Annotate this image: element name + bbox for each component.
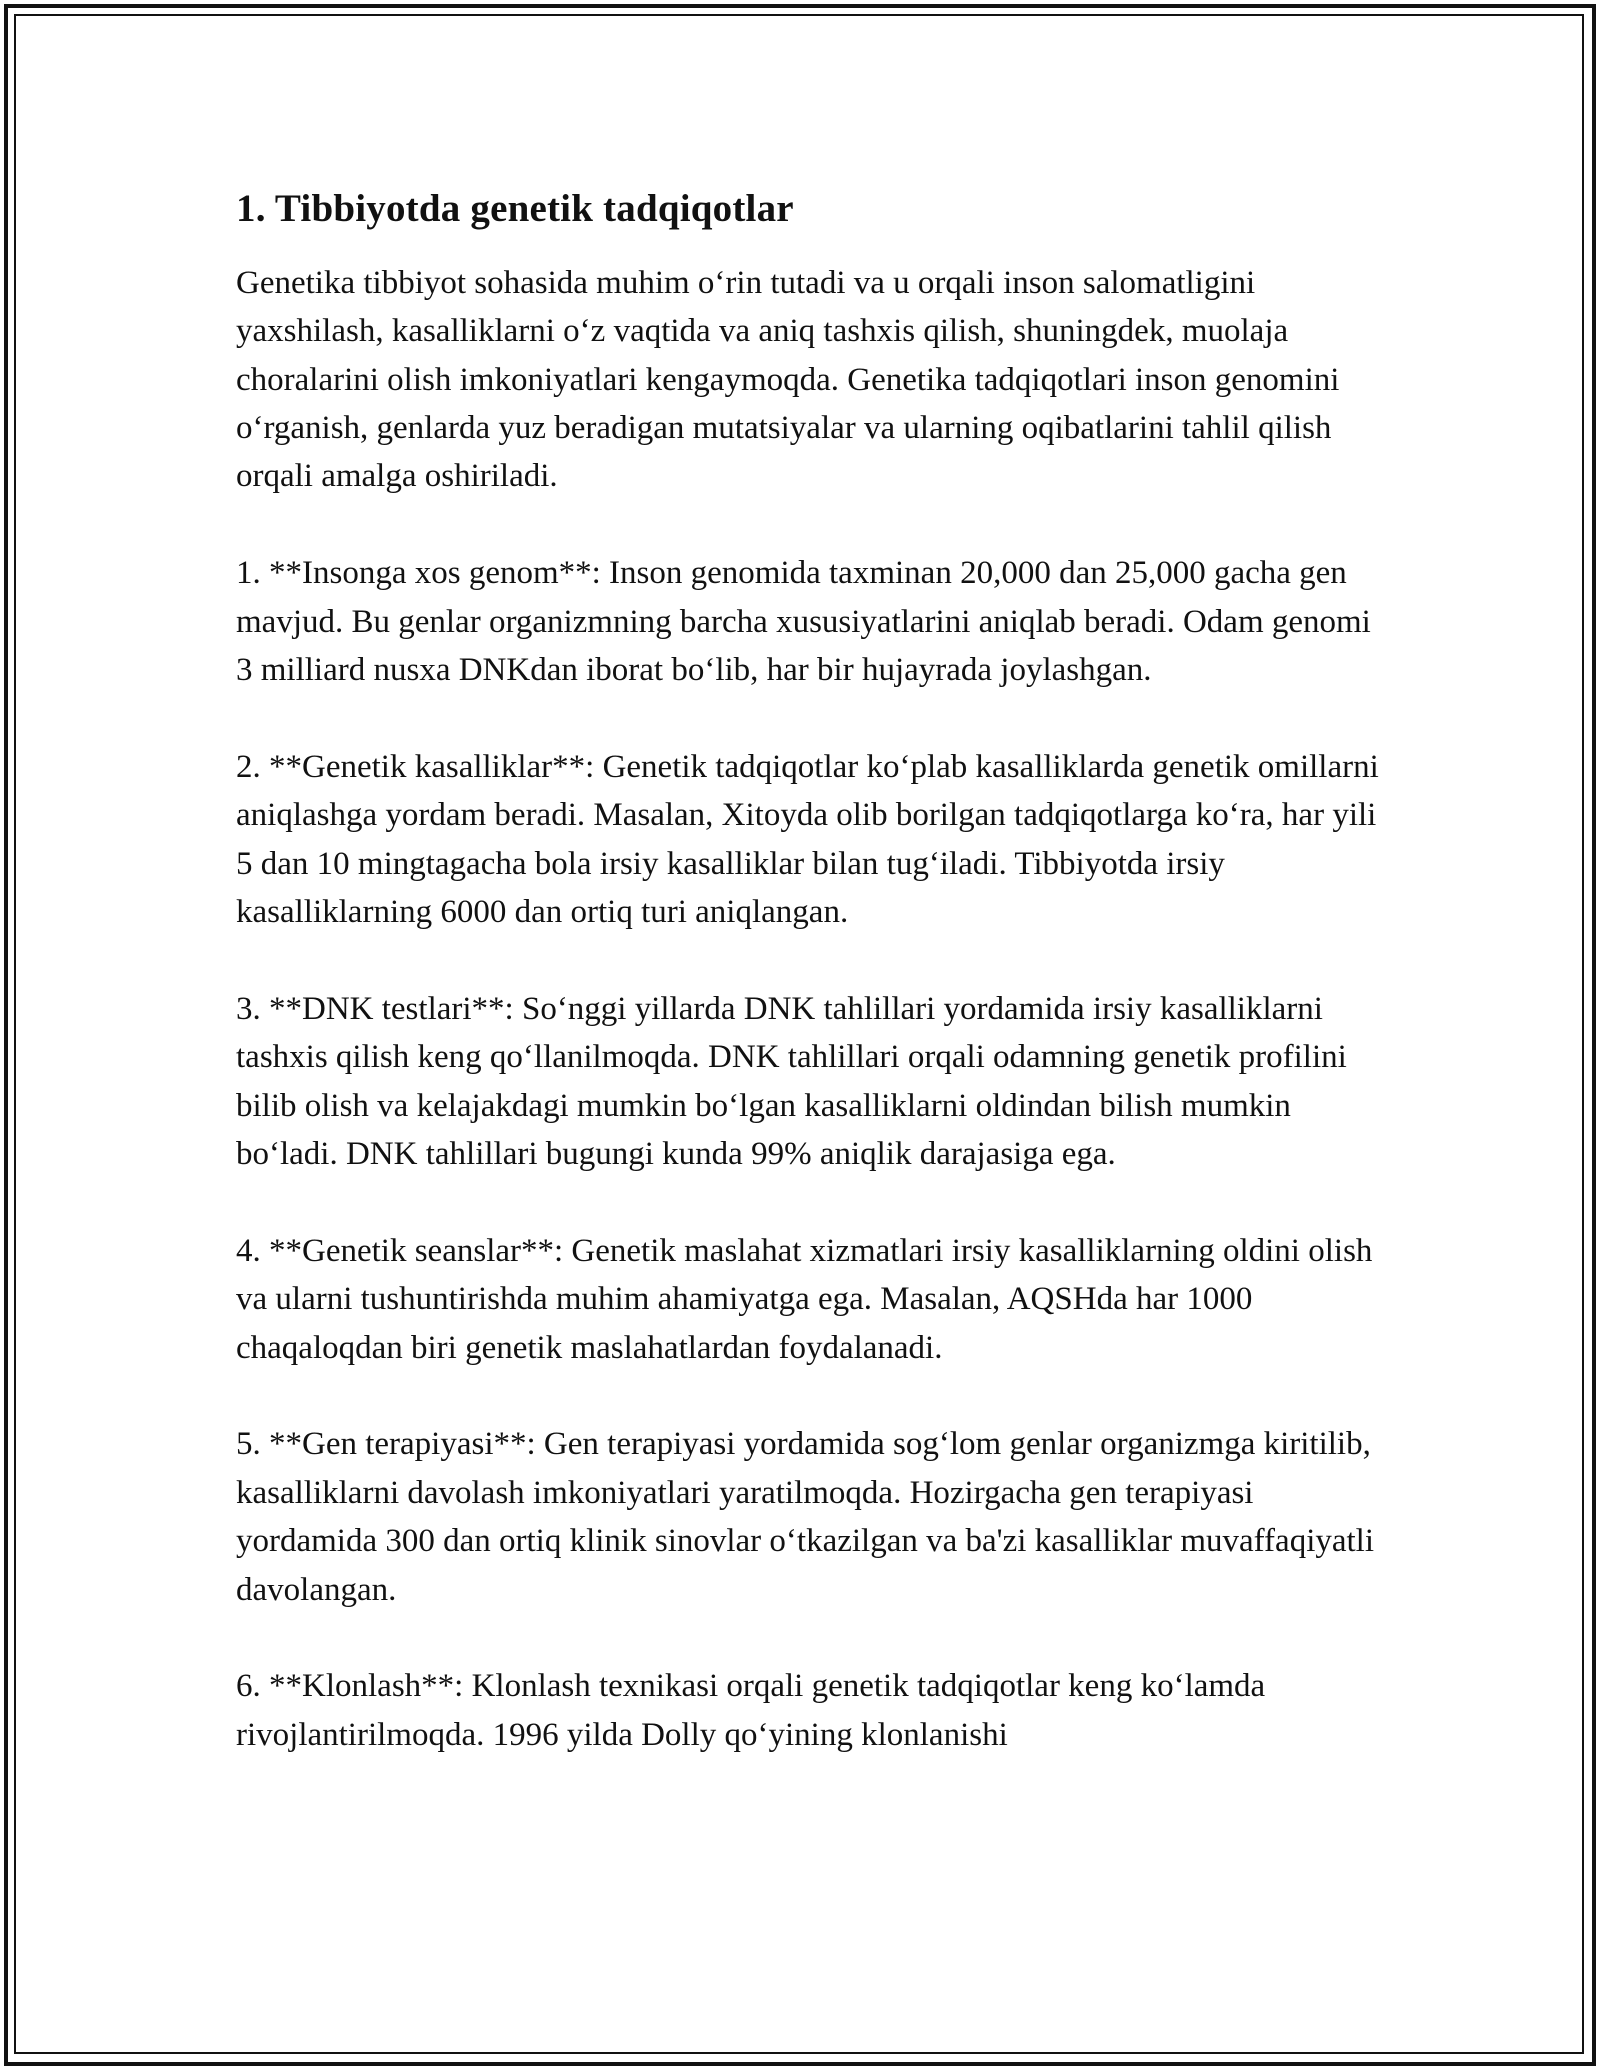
intro-paragraph: Genetika tibbiyot sohasida muhim oʻrin tutadi va u orqali inson salomatligini yaxshilash, kasalliklarni oʻz vaqtida va aniq tashxis qilish, shuningdek, muolaja choralarini olish imkoniyatlari kengaymoqda. Genetika tadqiqotlari inson genomini oʻrganish, genlarda yuz beradigan mutatsiyalar va ularning oqibatlarini tahlil qilish orqali amalga oshiriladi.	[236, 264, 1340, 495]
paragraph-dna-tests: 3. **DNK testlari**: Soʻnggi yillarda DNK tahlillari yordamida irsiy kasalliklarni tashxis qilish keng qoʻllanilmoqda. DNK tahlillari orqali odamning genetik profilini bilib olish va kelajakdagi mumkin boʻlgan kasalliklarni oldindan bilish mumkin boʻladi. DNK tahlillari bugungi kunda 99% aniqlik darajasiga ega.	[236, 990, 1347, 1173]
document-page	[236, 186, 1386, 1759]
paragraph-genetic-diseases: 2. **Genetik kasalliklar**: Genetik tadqiqotlar koʻplab kasalliklarda genetik omillarni aniqlashga yordam beradi. Masalan, Xitoyda olib borilgan tadqiqotlarga koʻra, har yili 5 dan 10 mingtagacha bola irsiy kasalliklar bilan tugʻiladi. Tibbiyotda irsiy kasalliklarning 6000 dan ortiq turi aniqlangan.	[236, 748, 1379, 931]
document-title: 1. Tibbiyotda genetik tadqiqotlar	[236, 187, 794, 230]
paragraph-cloning: 6. **Klonlash**: Klonlash texnikasi orqali genetik tadqiqotlar keng koʻlamda rivojlantirilmoqda. 1996 yilda Dolly qoʻyining klonlanishi	[236, 1668, 1266, 1753]
paragraph-gene-therapy: 5. **Gen terapiyasi**: Gen terapiyasi yordamida sogʻlom genlar organizmga kiritilib, kasalliklarni davolash imkoniyatlari yaratilmoqda. Hozirgacha gen terapiyasi yordamida 300 dan ortiq klinik sinovlar oʻtkazilgan va ba'zi kasalliklar muvaffaqiyatli davolangan.	[236, 1426, 1375, 1608]
paragraph-genome: 1. **Insonga xos genom**: Inson genomida taxminan 20,000 dan 25,000 gacha gen mavjud. Bu genlar organizmning barcha xususiyatlarini aniqlab beradi. Odam genomi 3 milliard nusxa DNKdan iborat boʻlib, har bir hujayrada joylashgan.	[236, 555, 1371, 689]
paragraph-genetic-counseling: 4. **Genetik seanslar**: Genetik maslahat xizmatlari irsiy kasalliklarning oldini olish va ularni tushuntirishda muhim ahamiyatga ega. Masalan, AQSHda har 1000 chaqaloqdan biri genetik maslahatlardan foydalanadi.	[236, 1232, 1373, 1366]
